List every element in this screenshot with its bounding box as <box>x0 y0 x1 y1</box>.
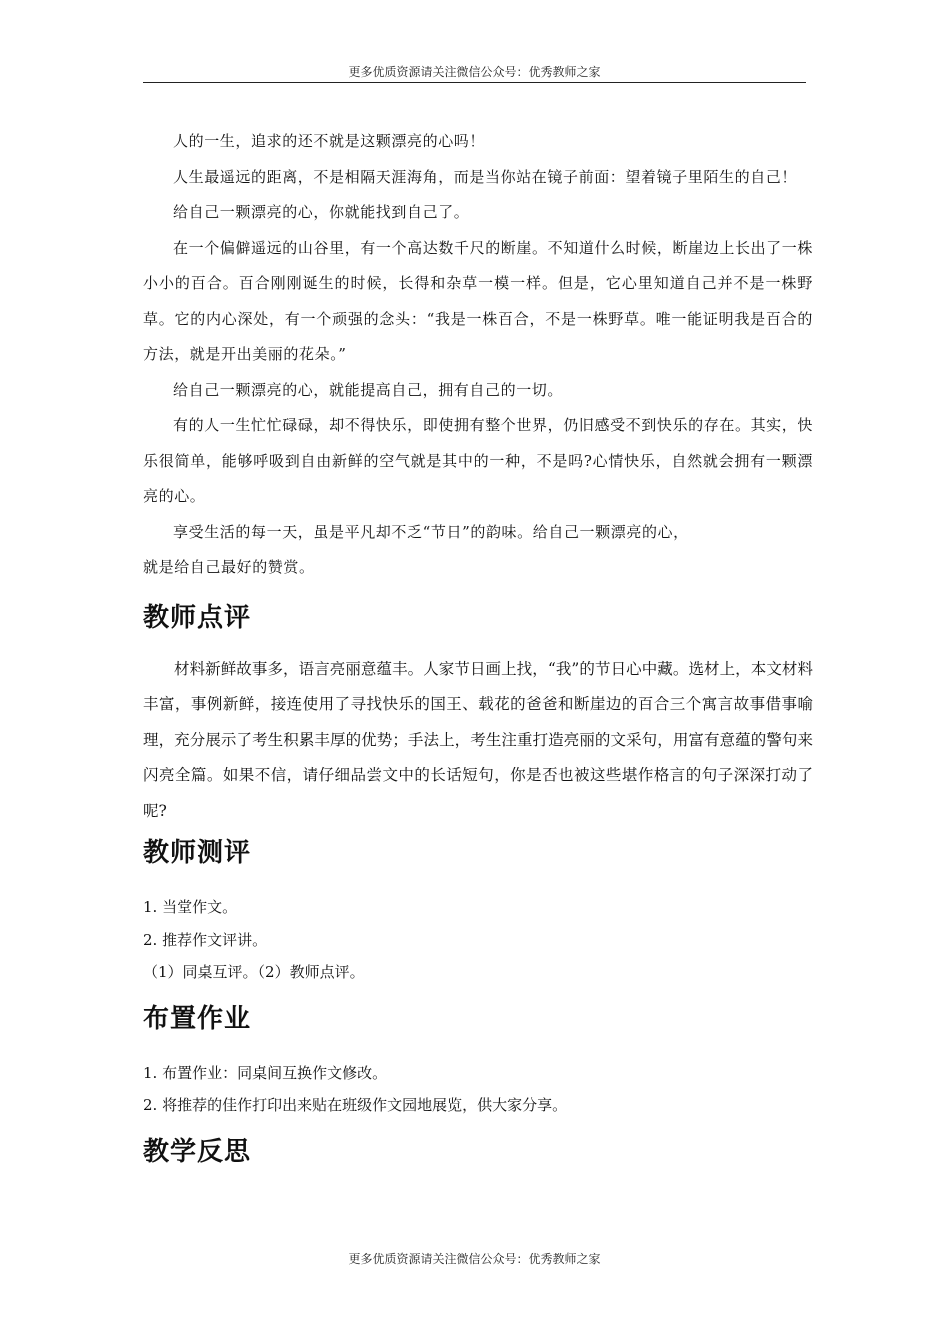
section-title-reflection: 教学反思 <box>143 1136 252 1167</box>
header-divider <box>143 82 806 83</box>
essay-paragraph: 在一个偏僻遥远的山谷里，有一个高达数千尺的断崖。不知道什么时候，断崖边上长出了一株小小的百合。百合刚刚诞生的时候，长得和杂草一模一样。但是，它心里知道自己并不是一株野草。它的内心深处，有一个顽强的念头：“我是一株百合，不是一株野草。唯一能证明我是百合的方法，就是开出美丽的花朵。” <box>143 238 813 363</box>
list-item: （1）同桌互评。（2）教师点评。 <box>143 963 365 981</box>
essay-paragraph: 有的人一生忙忙碌碌，却不得快乐，即使拥有整个世界，仍旧感受不到快乐的存在。其实，快乐很简单，能够呼吸到自由新鲜的空气就是其中的一种，不是吗?心情快乐，自然就会拥有一颗漂亮的心。 <box>143 416 813 505</box>
section-title-teacher-review: 教师点评 <box>143 602 252 633</box>
homework-list <box>143 1057 813 1122</box>
page-footer: 更多优质资源请关注微信公众号：优秀教师之家 <box>348 1252 601 1266</box>
assessment-list <box>143 891 813 989</box>
page-header: 更多优质资源请关注微信公众号：优秀教师之家 <box>348 65 601 79</box>
essay-paragraph: 人的一生，追求的还不就是这颗漂亮的心吗！ <box>173 132 486 150</box>
essay-paragraph: 人生最遥远的距离，不是相隔天涯海角，而是当你站在镜子前面：望着镜子里陌生的自己！ <box>173 167 798 186</box>
teacher-review-body <box>143 652 813 830</box>
teacher-review-text: 材料新鲜故事多，语言亮丽意蕴丰。人家节日画上找，“我”的节日心中藏。选材上，本文材料丰富，事例新鲜，接连使用了寻找快乐的国王、载花的爸爸和断崖边的百合三个寓言故事借事喻理，充分展示了考生积累丰厚的优势；手法上，考生注重打造亮丽的文采句，用富有意蕴的警句来闪亮全篇。如果不信，请仔细品尝文中的长话短句，你是否也被这些堪作格言的句子深深打动了呢? <box>143 659 813 820</box>
section-title-teacher-assessment: 教师测评 <box>143 838 252 868</box>
essay-paragraph: 给自己一颗漂亮的心，就能提高自己，拥有自己的一切。 <box>173 380 564 399</box>
section-title-homework: 布置作业 <box>143 1003 252 1034</box>
essay-paragraph: 给自己一颗漂亮的心，你就能找到自己了。 <box>173 203 470 221</box>
list-item: 2. 推荐作文评讲。 <box>143 930 268 949</box>
essay-excerpt <box>143 124 813 586</box>
list-item: 1. 当堂作文。 <box>143 898 238 916</box>
essay-paragraph: 就是给自己最好的赞赏。 <box>143 558 315 576</box>
list-item: 2. 将推荐的佳作打印出来贴在班级作文园地展览，供大家分享。 <box>143 1096 568 1114</box>
essay-paragraph: 享受生活的每一天，虽是平凡却不乏“节日”的韵味。给自己一颗漂亮的心， <box>173 522 689 541</box>
list-item: 1. 布置作业：同桌间互换作文修改。 <box>143 1063 388 1082</box>
page-content <box>143 124 813 1182</box>
